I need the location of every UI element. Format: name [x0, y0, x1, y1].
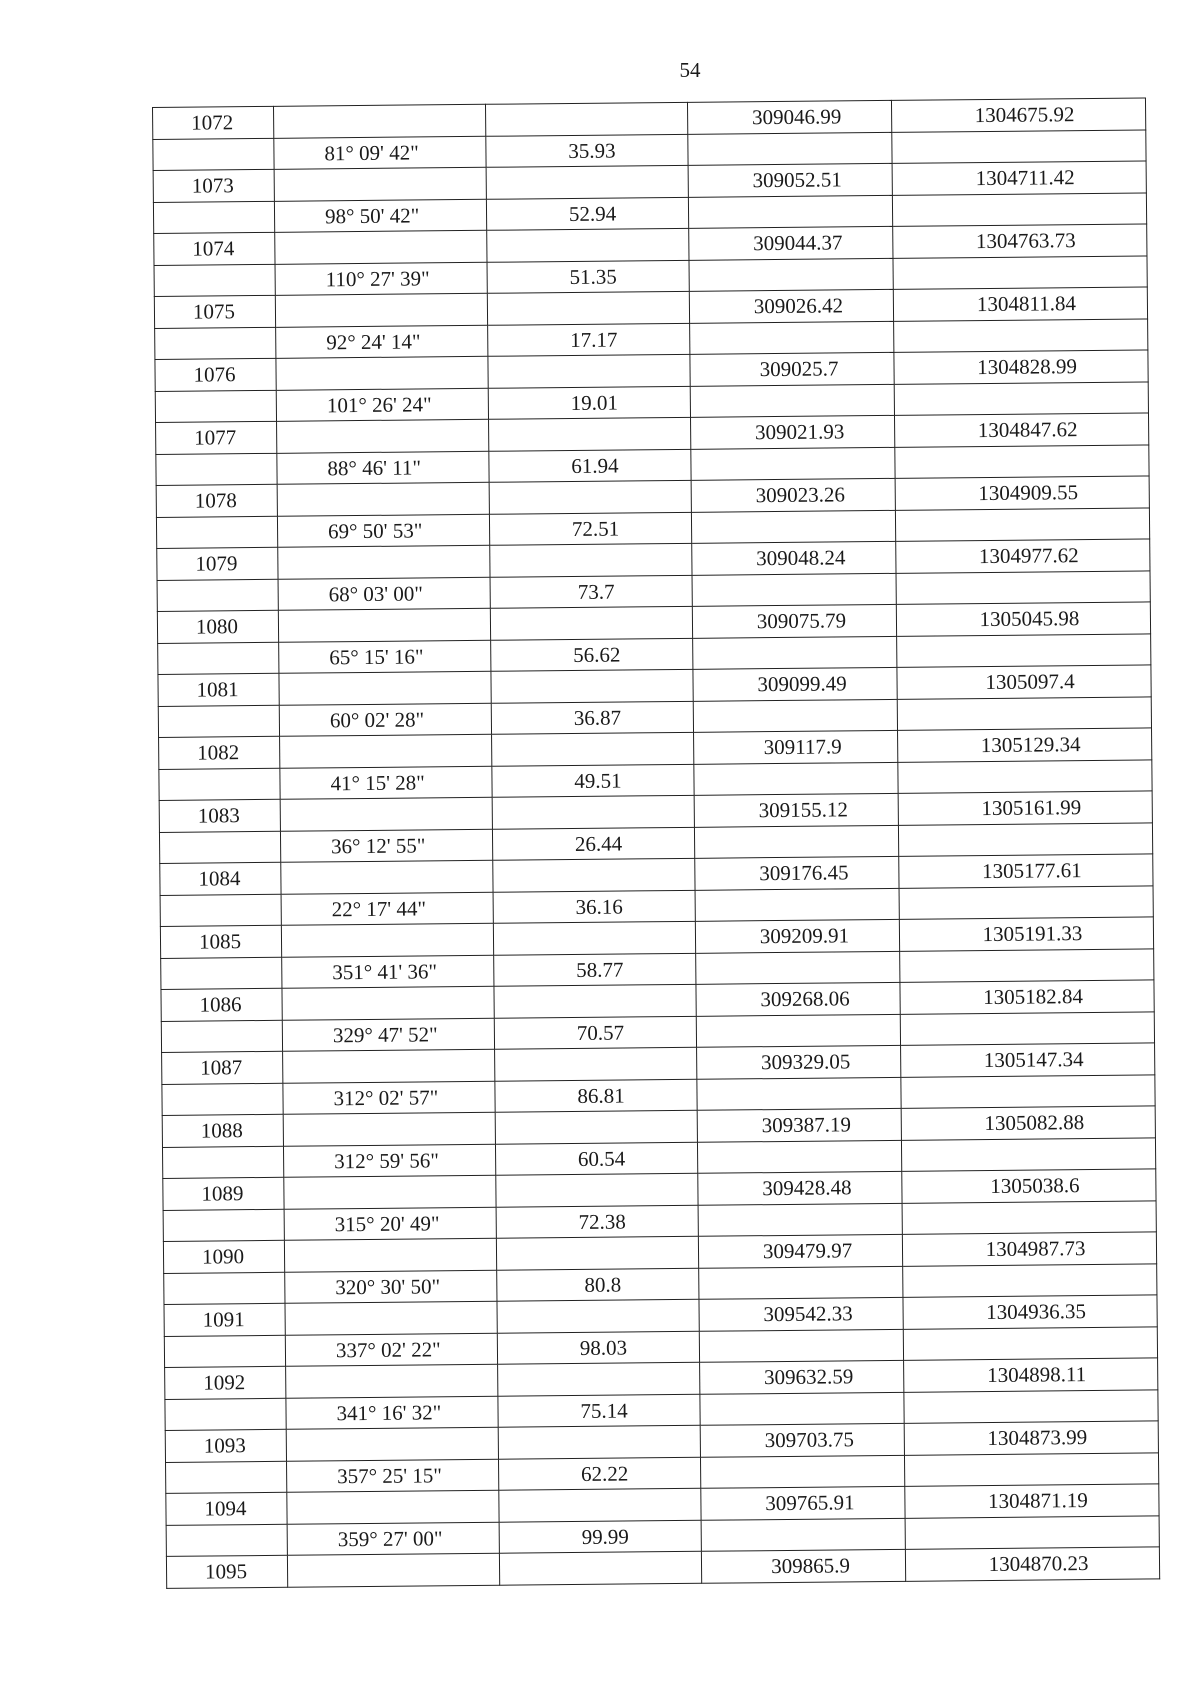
northing-cell: 309428.48: [698, 1171, 902, 1204]
empty-cell: [904, 1452, 1158, 1486]
empty-cell: [280, 797, 492, 831]
easting-cell: 1304977.62: [896, 539, 1150, 573]
easting-cell: 1304898.11: [904, 1358, 1158, 1392]
northing-cell: 309329.05: [697, 1045, 901, 1078]
empty-cell: [157, 579, 278, 612]
empty-cell: [694, 825, 898, 858]
page-number: 54: [679, 58, 701, 82]
distance-cell: 49.51: [492, 764, 694, 797]
bearing-cell: 351° 41' 36": [282, 955, 494, 989]
station-id-cell: 1093: [165, 1429, 286, 1462]
bearing-cell: 357° 25' 15": [287, 1459, 499, 1493]
empty-cell: [701, 1518, 905, 1551]
northing-cell: 309052.51: [688, 163, 892, 196]
empty-cell: [694, 762, 898, 795]
empty-cell: [284, 1238, 496, 1272]
empty-cell: [901, 1137, 1155, 1171]
northing-cell: 309117.9: [694, 730, 898, 763]
easting-cell: 1304909.55: [895, 476, 1149, 510]
empty-cell: [700, 1455, 904, 1488]
empty-cell: [153, 138, 274, 171]
easting-cell: 1304763.73: [893, 224, 1147, 258]
bearing-cell: 312° 02' 57": [283, 1081, 495, 1115]
empty-cell: [895, 444, 1149, 478]
station-id-cell: 1095: [166, 1555, 287, 1588]
empty-cell: [495, 1047, 697, 1080]
empty-cell: [897, 696, 1151, 730]
bearing-cell: 69° 50' 53": [277, 514, 489, 548]
northing-cell: 309703.75: [700, 1423, 904, 1456]
empty-cell: [892, 192, 1146, 226]
empty-cell: [487, 228, 689, 261]
station-id-cell: 1091: [164, 1303, 285, 1336]
bearing-cell: 60° 02' 28": [279, 703, 491, 737]
bearing-cell: 329° 47' 52": [282, 1018, 494, 1052]
empty-cell: [900, 948, 1154, 982]
bearing-cell: 312° 59' 56": [283, 1144, 495, 1178]
distance-cell: 86.81: [495, 1079, 697, 1112]
empty-cell: [163, 1209, 284, 1242]
easting-cell: 1305177.61: [899, 854, 1153, 888]
empty-cell: [279, 671, 491, 705]
empty-cell: [276, 356, 488, 390]
bearing-cell: 315° 20' 49": [284, 1207, 496, 1241]
empty-cell: [485, 102, 687, 135]
empty-cell: [486, 165, 688, 198]
empty-cell: [894, 318, 1148, 352]
empty-cell: [286, 1427, 498, 1461]
empty-cell: [498, 1425, 700, 1458]
distance-cell: 26.44: [492, 827, 694, 860]
distance-cell: 72.51: [489, 512, 691, 545]
empty-cell: [904, 1389, 1158, 1423]
empty-cell: [162, 1146, 283, 1179]
empty-cell: [690, 321, 894, 354]
station-id-cell: 1088: [162, 1114, 283, 1147]
station-id-cell: 1074: [154, 232, 275, 265]
station-id-cell: 1089: [163, 1177, 284, 1210]
station-id-cell: 1073: [153, 169, 274, 202]
empty-cell: [492, 732, 694, 765]
empty-cell: [155, 327, 276, 360]
empty-cell: [282, 986, 494, 1020]
empty-cell: [166, 1461, 287, 1494]
northing-cell: 309099.49: [693, 667, 897, 700]
easting-cell: 1304828.99: [894, 350, 1148, 384]
survey-table-body: [153, 98, 1160, 1588]
empty-cell: [154, 264, 275, 297]
empty-cell: [699, 1329, 903, 1362]
empty-cell: [286, 1364, 498, 1398]
empty-cell: [493, 858, 695, 891]
empty-cell: [497, 1299, 699, 1332]
empty-cell: [696, 1014, 900, 1047]
empty-cell: [156, 453, 277, 486]
bearing-cell: 41° 15' 28": [280, 766, 492, 800]
empty-cell: [278, 608, 490, 642]
northing-cell: 309025.7: [690, 352, 894, 385]
bearing-cell: 36° 12' 55": [280, 829, 492, 863]
bearing-cell: 101° 26' 24": [276, 388, 488, 422]
empty-cell: [697, 1077, 901, 1110]
northing-cell: 309209.91: [695, 919, 899, 952]
empty-cell: [158, 705, 279, 738]
distance-cell: 75.14: [498, 1394, 700, 1427]
empty-cell: [690, 384, 894, 417]
empty-cell: [491, 669, 693, 702]
empty-cell: [496, 1236, 698, 1269]
distance-cell: 52.94: [486, 197, 688, 230]
easting-cell: 1304870.23: [905, 1547, 1159, 1581]
empty-cell: [487, 291, 689, 324]
empty-cell: [900, 1011, 1154, 1045]
empty-cell: [498, 1362, 700, 1395]
distance-cell: 72.38: [496, 1205, 698, 1238]
empty-cell: [273, 104, 485, 138]
distance-cell: 99.99: [499, 1520, 701, 1553]
empty-cell: [689, 258, 893, 291]
station-id-cell: 1094: [166, 1492, 287, 1525]
empty-cell: [893, 255, 1147, 289]
easting-cell: 1304675.92: [891, 98, 1145, 132]
distance-cell: 73.7: [490, 575, 692, 608]
distance-cell: 17.17: [488, 323, 690, 356]
empty-cell: [281, 860, 493, 894]
station-id-cell: 1087: [162, 1051, 283, 1084]
distance-cell: 60.54: [495, 1142, 697, 1175]
empty-cell: [283, 1049, 495, 1083]
empty-cell: [280, 734, 492, 768]
empty-cell: [275, 230, 487, 264]
distance-cell: 56.62: [491, 638, 693, 671]
northing-cell: 309268.06: [696, 982, 900, 1015]
empty-cell: [159, 831, 280, 864]
bearing-cell: 22° 17' 44": [281, 892, 493, 926]
empty-cell: [494, 984, 696, 1017]
empty-cell: [287, 1490, 499, 1524]
easting-cell: 1305129.34: [898, 728, 1152, 762]
easting-cell: 1304873.99: [904, 1421, 1158, 1455]
empty-cell: [899, 885, 1153, 919]
empty-cell: [496, 1173, 698, 1206]
station-id-cell: 1086: [161, 988, 282, 1021]
distance-cell: 36.87: [491, 701, 693, 734]
empty-cell: [164, 1272, 285, 1305]
empty-cell: [162, 1083, 283, 1116]
distance-cell: 70.57: [494, 1016, 696, 1049]
northing-cell: 309387.19: [697, 1108, 901, 1141]
station-id-cell: 1075: [154, 295, 275, 328]
empty-cell: [697, 1140, 901, 1173]
northing-cell: 309044.37: [689, 226, 893, 259]
empty-cell: [281, 923, 493, 957]
northing-cell: 309075.79: [692, 604, 896, 637]
empty-cell: [156, 516, 277, 549]
empty-cell: [896, 570, 1150, 604]
bearing-cell: 341° 16' 32": [286, 1396, 498, 1430]
empty-cell: [161, 957, 282, 990]
bearing-cell: 98° 50' 42": [274, 199, 486, 233]
distance-cell: 62.22: [498, 1457, 700, 1490]
empty-cell: [693, 699, 897, 732]
station-id-cell: 1080: [157, 610, 278, 643]
empty-cell: [277, 482, 489, 516]
station-id-cell: 1092: [165, 1366, 286, 1399]
empty-cell: [493, 921, 695, 954]
bearing-cell: 359° 27' 00": [287, 1522, 499, 1556]
station-id-cell: 1081: [158, 673, 279, 706]
empty-cell: [492, 795, 694, 828]
northing-cell: 309542.33: [699, 1297, 903, 1330]
empty-cell: [490, 606, 692, 639]
empty-cell: [278, 545, 490, 579]
easting-cell: 1305191.33: [899, 917, 1153, 951]
empty-cell: [488, 354, 690, 387]
distance-cell: 61.94: [489, 449, 691, 482]
northing-cell: 309479.97: [698, 1234, 902, 1267]
easting-cell: 1304847.62: [894, 413, 1148, 447]
empty-cell: [490, 543, 692, 576]
easting-cell: 1304711.42: [892, 161, 1146, 195]
bearing-cell: 110° 27' 39": [275, 262, 487, 296]
empty-cell: [894, 381, 1148, 415]
station-id-cell: 1076: [155, 358, 276, 391]
station-id-cell: 1085: [160, 925, 281, 958]
empty-cell: [699, 1266, 903, 1299]
empty-cell: [161, 1020, 282, 1053]
distance-cell: 51.35: [487, 260, 689, 293]
easting-cell: 1305045.98: [896, 602, 1150, 636]
distance-cell: 35.93: [486, 134, 688, 167]
empty-cell: [695, 888, 899, 921]
empty-cell: [688, 132, 892, 165]
northing-cell: 309765.91: [701, 1486, 905, 1519]
bearing-cell: 88° 46' 11": [277, 451, 489, 485]
empty-cell: [285, 1301, 497, 1335]
empty-cell: [159, 768, 280, 801]
northing-cell: 309176.45: [695, 856, 899, 889]
station-id-cell: 1083: [159, 799, 280, 832]
station-id-cell: 1079: [157, 547, 278, 580]
empty-cell: [903, 1263, 1157, 1297]
distance-cell: 98.03: [497, 1331, 699, 1364]
empty-cell: [274, 167, 486, 201]
easting-cell: 1304987.73: [902, 1232, 1156, 1266]
easting-cell: 1304936.35: [903, 1295, 1157, 1329]
empty-cell: [166, 1524, 287, 1557]
empty-cell: [489, 480, 691, 513]
empty-cell: [691, 447, 895, 480]
easting-cell: 1305161.99: [898, 791, 1152, 825]
station-id-cell: 1084: [160, 862, 281, 895]
empty-cell: [691, 510, 895, 543]
station-id-cell: 1078: [156, 484, 277, 517]
northing-cell: 309021.93: [691, 415, 895, 448]
empty-cell: [160, 894, 281, 927]
empty-cell: [284, 1175, 496, 1209]
bearing-cell: 68° 03' 00": [278, 577, 490, 611]
empty-cell: [905, 1515, 1159, 1549]
easting-cell: 1304871.19: [905, 1484, 1159, 1518]
survey-table: [152, 97, 1160, 1588]
northing-cell: 309023.26: [691, 478, 895, 511]
station-id-cell: 1090: [163, 1240, 284, 1273]
empty-cell: [153, 201, 274, 234]
distance-cell: 19.01: [488, 386, 690, 419]
empty-cell: [164, 1335, 285, 1368]
station-id-cell: 1072: [153, 106, 274, 139]
empty-cell: [275, 293, 487, 327]
easting-cell: 1304811.84: [893, 287, 1147, 321]
distance-cell: 58.77: [494, 953, 696, 986]
empty-cell: [287, 1553, 499, 1587]
northing-cell: 309048.24: [692, 541, 896, 574]
station-id-cell: 1077: [156, 421, 277, 454]
empty-cell: [902, 1200, 1156, 1234]
distance-cell: 36.16: [493, 890, 695, 923]
empty-cell: [895, 507, 1149, 541]
empty-cell: [688, 195, 892, 228]
northing-cell: 309026.42: [689, 289, 893, 322]
northing-cell: 309632.59: [700, 1360, 904, 1393]
easting-cell: 1305147.34: [901, 1043, 1155, 1077]
empty-cell: [277, 419, 489, 453]
empty-cell: [903, 1326, 1157, 1360]
empty-cell: [892, 129, 1146, 163]
easting-cell: 1305038.6: [902, 1169, 1156, 1203]
northing-cell: 309865.9: [701, 1549, 905, 1582]
empty-cell: [165, 1398, 286, 1431]
station-id-cell: 1082: [159, 736, 280, 769]
bearing-cell: 81° 09' 42": [274, 136, 486, 170]
distance-cell: 80.8: [497, 1268, 699, 1301]
empty-cell: [897, 633, 1151, 667]
northing-cell: 309046.99: [687, 100, 891, 133]
empty-cell: [495, 1110, 697, 1143]
empty-cell: [158, 642, 279, 675]
empty-cell: [283, 1112, 495, 1146]
bearing-cell: 92° 24' 14": [276, 325, 488, 359]
bearing-cell: 320° 30' 50": [285, 1270, 497, 1304]
empty-cell: [696, 951, 900, 984]
empty-cell: [700, 1392, 904, 1425]
empty-cell: [692, 573, 896, 606]
empty-cell: [499, 1488, 701, 1521]
empty-cell: [898, 822, 1152, 856]
northing-cell: 309155.12: [694, 793, 898, 826]
easting-cell: 1305182.84: [900, 980, 1154, 1014]
bearing-cell: 65° 15' 16": [279, 640, 491, 674]
empty-cell: [698, 1203, 902, 1236]
empty-cell: [898, 759, 1152, 793]
empty-cell: [499, 1551, 701, 1584]
empty-cell: [155, 390, 276, 423]
bearing-cell: 337° 02' 22": [285, 1333, 497, 1367]
empty-cell: [489, 417, 691, 450]
empty-cell: [693, 636, 897, 669]
easting-cell: 1305097.4: [897, 665, 1151, 699]
easting-cell: 1305082.88: [901, 1106, 1155, 1140]
empty-cell: [901, 1074, 1155, 1108]
